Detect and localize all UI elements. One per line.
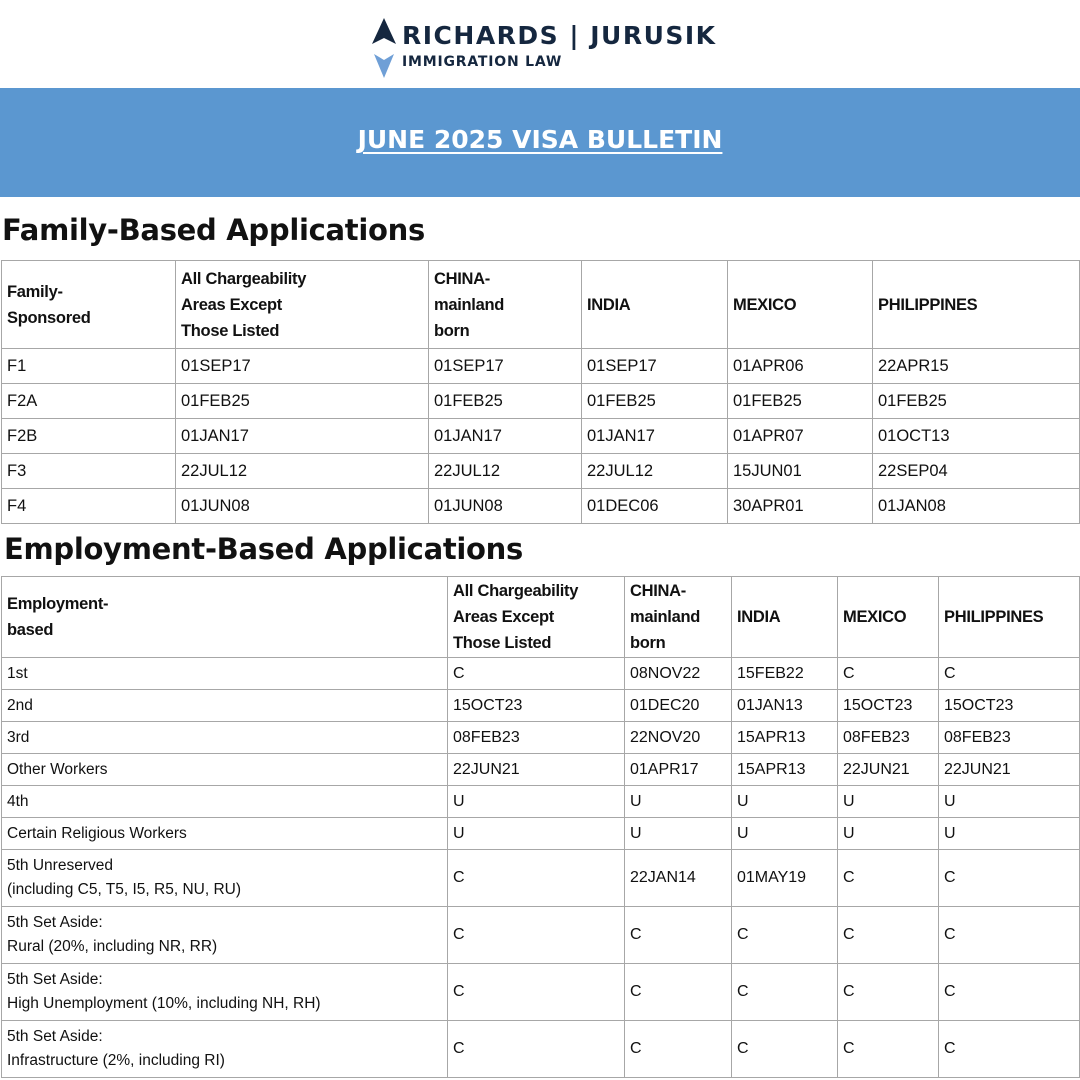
row-label: 5th Unreserved (including C5, T5, I5, R5, NU, RU)	[2, 850, 448, 907]
row-label: 1st	[2, 658, 448, 690]
table-cell: 22JUL12	[429, 454, 582, 489]
table-cell: 22APR15	[873, 349, 1080, 384]
table-cell: 30APR01	[728, 489, 873, 524]
table-cell: 01FEB25	[176, 384, 429, 419]
table-row	[2, 349, 1080, 384]
table-cell: C	[939, 964, 1080, 1021]
title-banner	[0, 88, 1080, 197]
table-cell: C	[448, 964, 625, 1021]
table-row	[2, 722, 1080, 754]
table-cell: C	[448, 907, 625, 964]
table-cell: 01FEB25	[582, 384, 728, 419]
table-cell: 01JAN08	[873, 489, 1080, 524]
table-cell: C	[838, 964, 939, 1021]
table-cell: 15APR13	[732, 722, 838, 754]
table-cell: 01APR17	[625, 754, 732, 786]
table-cell: C	[448, 658, 625, 690]
table-cell: C	[838, 1021, 939, 1078]
table-row	[2, 907, 1080, 964]
table-row	[2, 690, 1080, 722]
table-row	[2, 850, 1080, 907]
table-cell: 15APR13	[732, 754, 838, 786]
family-heading: Family-Based Applications	[2, 213, 425, 247]
table-cell: 01JUN08	[429, 489, 582, 524]
table-row	[2, 489, 1080, 524]
table-cell: 01MAY19	[732, 850, 838, 907]
table-cell: C	[939, 658, 1080, 690]
table-cell: C	[939, 1021, 1080, 1078]
column-header: Family- Sponsored	[2, 261, 176, 349]
column-header: MEXICO	[838, 577, 939, 658]
row-label: 5th Set Aside: High Unemployment (10%, including NH, RH)	[2, 964, 448, 1021]
table-cell: 01JAN17	[582, 419, 728, 454]
table-cell: C	[732, 964, 838, 1021]
table-cell: 01DEC06	[582, 489, 728, 524]
table-row	[2, 786, 1080, 818]
row-label: 3rd	[2, 722, 448, 754]
column-header: PHILIPPINES	[873, 261, 1080, 349]
table-cell: 15OCT23	[448, 690, 625, 722]
column-header: CHINA- mainland born	[429, 261, 582, 349]
column-header: INDIA	[732, 577, 838, 658]
table-cell: 01SEP17	[429, 349, 582, 384]
table-cell: 01SEP17	[582, 349, 728, 384]
table-cell: 22JUL12	[582, 454, 728, 489]
table-cell: 22JUN21	[939, 754, 1080, 786]
row-label: F2A	[2, 384, 176, 419]
table-cell: C	[939, 850, 1080, 907]
row-label: 5th Set Aside: Rural (20%, including NR, RR)	[2, 907, 448, 964]
table-row	[2, 754, 1080, 786]
table-cell: 22JUN21	[448, 754, 625, 786]
table-cell: 01APR07	[728, 419, 873, 454]
table-cell: 01JAN13	[732, 690, 838, 722]
table-row	[2, 419, 1080, 454]
table-cell: 08FEB23	[838, 722, 939, 754]
table-cell: C	[838, 658, 939, 690]
table-cell: 22JAN14	[625, 850, 732, 907]
row-label: F3	[2, 454, 176, 489]
table-cell: 15FEB22	[732, 658, 838, 690]
row-label: 4th	[2, 786, 448, 818]
logo-arrow-icon	[372, 18, 396, 80]
table-cell: C	[625, 1021, 732, 1078]
row-label: 5th Set Aside: Infrastructure (2%, including RI)	[2, 1021, 448, 1078]
employment-table	[1, 576, 1080, 1078]
table-cell: U	[448, 786, 625, 818]
row-label: Certain Religious Workers	[2, 818, 448, 850]
table-cell: U	[939, 818, 1080, 850]
column-header: MEXICO	[728, 261, 873, 349]
table-cell: 22JUN21	[838, 754, 939, 786]
table-cell: 01APR06	[728, 349, 873, 384]
row-label: Other Workers	[2, 754, 448, 786]
table-cell: 15OCT23	[838, 690, 939, 722]
table-row	[2, 818, 1080, 850]
table-cell: 01DEC20	[625, 690, 732, 722]
table-cell: 01FEB25	[728, 384, 873, 419]
table-cell: U	[732, 818, 838, 850]
table-row	[2, 964, 1080, 1021]
table-cell: 08NOV22	[625, 658, 732, 690]
family-table	[1, 260, 1080, 524]
table-cell: C	[838, 907, 939, 964]
table-cell: U	[625, 786, 732, 818]
table-cell: 01OCT13	[873, 419, 1080, 454]
column-header: All Chargeability Areas Except Those Listed	[448, 577, 625, 658]
table-cell: 01JAN17	[429, 419, 582, 454]
table-cell: 01JAN17	[176, 419, 429, 454]
table-cell: 01FEB25	[873, 384, 1080, 419]
table-cell: 08FEB23	[939, 722, 1080, 754]
table-cell: C	[939, 907, 1080, 964]
logo	[0, 0, 1080, 88]
table-cell: C	[732, 907, 838, 964]
column-header: CHINA- mainland born	[625, 577, 732, 658]
column-header: PHILIPPINES	[939, 577, 1080, 658]
column-header: INDIA	[582, 261, 728, 349]
table-row	[2, 1021, 1080, 1078]
table-cell: C	[448, 1021, 625, 1078]
column-header: Employment- based	[2, 577, 448, 658]
table-row	[2, 454, 1080, 489]
table-cell: C	[625, 964, 732, 1021]
page-title[interactable]: JUNE 2025 VISA BULLETIN	[357, 125, 723, 154]
brand-subtitle: IMMIGRATION LAW	[402, 54, 563, 70]
table-cell: U	[838, 786, 939, 818]
table-cell: U	[625, 818, 732, 850]
table-cell: 22SEP04	[873, 454, 1080, 489]
table-cell: 22NOV20	[625, 722, 732, 754]
table-cell: U	[448, 818, 625, 850]
table-cell: 01SEP17	[176, 349, 429, 384]
table-header-row	[2, 261, 1080, 349]
table-row	[2, 658, 1080, 690]
table-header-row	[2, 577, 1080, 658]
table-cell: 08FEB23	[448, 722, 625, 754]
row-label: F1	[2, 349, 176, 384]
table-cell: C	[838, 850, 939, 907]
table-cell: 15OCT23	[939, 690, 1080, 722]
table-cell: U	[838, 818, 939, 850]
row-label: 2nd	[2, 690, 448, 722]
employment-heading: Employment-Based Applications	[4, 532, 523, 566]
table-cell: C	[625, 907, 732, 964]
table-cell: C	[732, 1021, 838, 1078]
table-cell: 22JUL12	[176, 454, 429, 489]
table-cell: U	[939, 786, 1080, 818]
table-cell: U	[732, 786, 838, 818]
table-cell: C	[448, 850, 625, 907]
table-cell: 15JUN01	[728, 454, 873, 489]
table-row	[2, 384, 1080, 419]
table-cell: 01FEB25	[429, 384, 582, 419]
brand-name: RICHARDS | JURUSIK	[402, 21, 717, 50]
column-header: All Chargeability Areas Except Those Listed	[176, 261, 429, 349]
row-label: F4	[2, 489, 176, 524]
table-cell: 01JUN08	[176, 489, 429, 524]
row-label: F2B	[2, 419, 176, 454]
